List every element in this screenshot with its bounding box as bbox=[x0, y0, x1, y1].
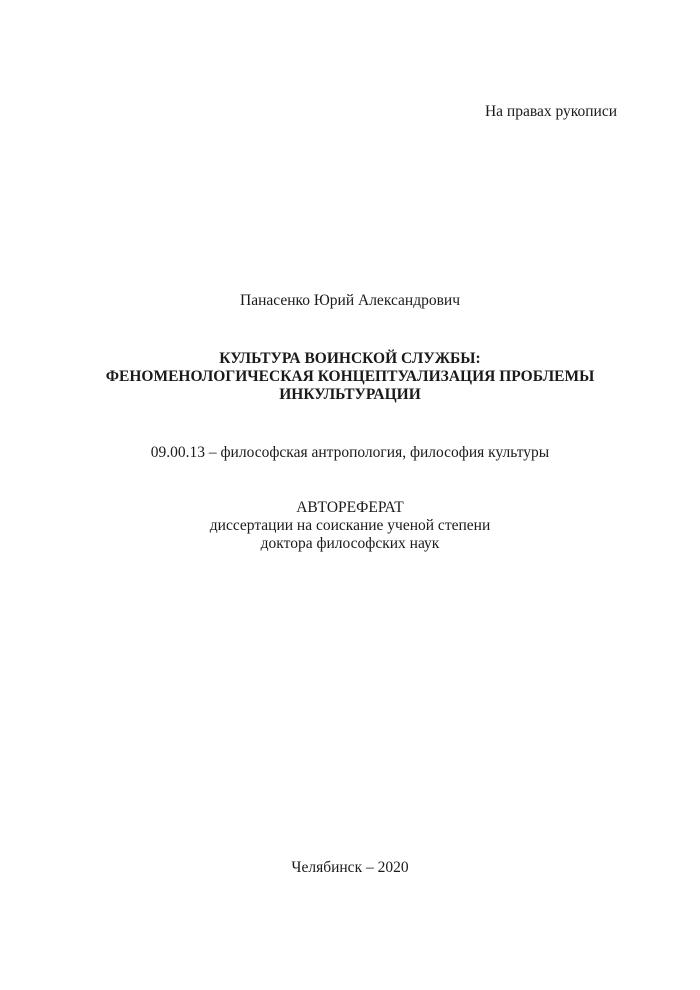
city-year: Челябинск – 2020 bbox=[291, 859, 409, 876]
abstract-block bbox=[0, 499, 700, 553]
rights-notice: На правах рукописи bbox=[484, 103, 617, 120]
abstract-heading: АВТОРЕФЕРАТ bbox=[296, 499, 404, 516]
title-line-2: ФЕНОМЕНОЛОГИЧЕСКАЯ КОНЦЕПТУАЛИЗАЦИЯ ПРОБЛЕМЫ bbox=[105, 368, 595, 385]
title-line-3: ИНКУЛЬТУРАЦИИ bbox=[279, 386, 421, 403]
abstract-line-1: диссертации на соискание ученой степени bbox=[209, 517, 491, 534]
author-name: Панасенко Юрий Александрович bbox=[240, 292, 460, 309]
abstract-line-2: доктора философских наук bbox=[260, 535, 440, 552]
title-line-1: КУЛЬТУРА ВОИНСКОЙ СЛУЖБЫ: bbox=[219, 350, 481, 367]
dissertation-title bbox=[0, 350, 700, 404]
specialty-code: 09.00.13 – философская антропология, философия культуры bbox=[150, 444, 550, 461]
